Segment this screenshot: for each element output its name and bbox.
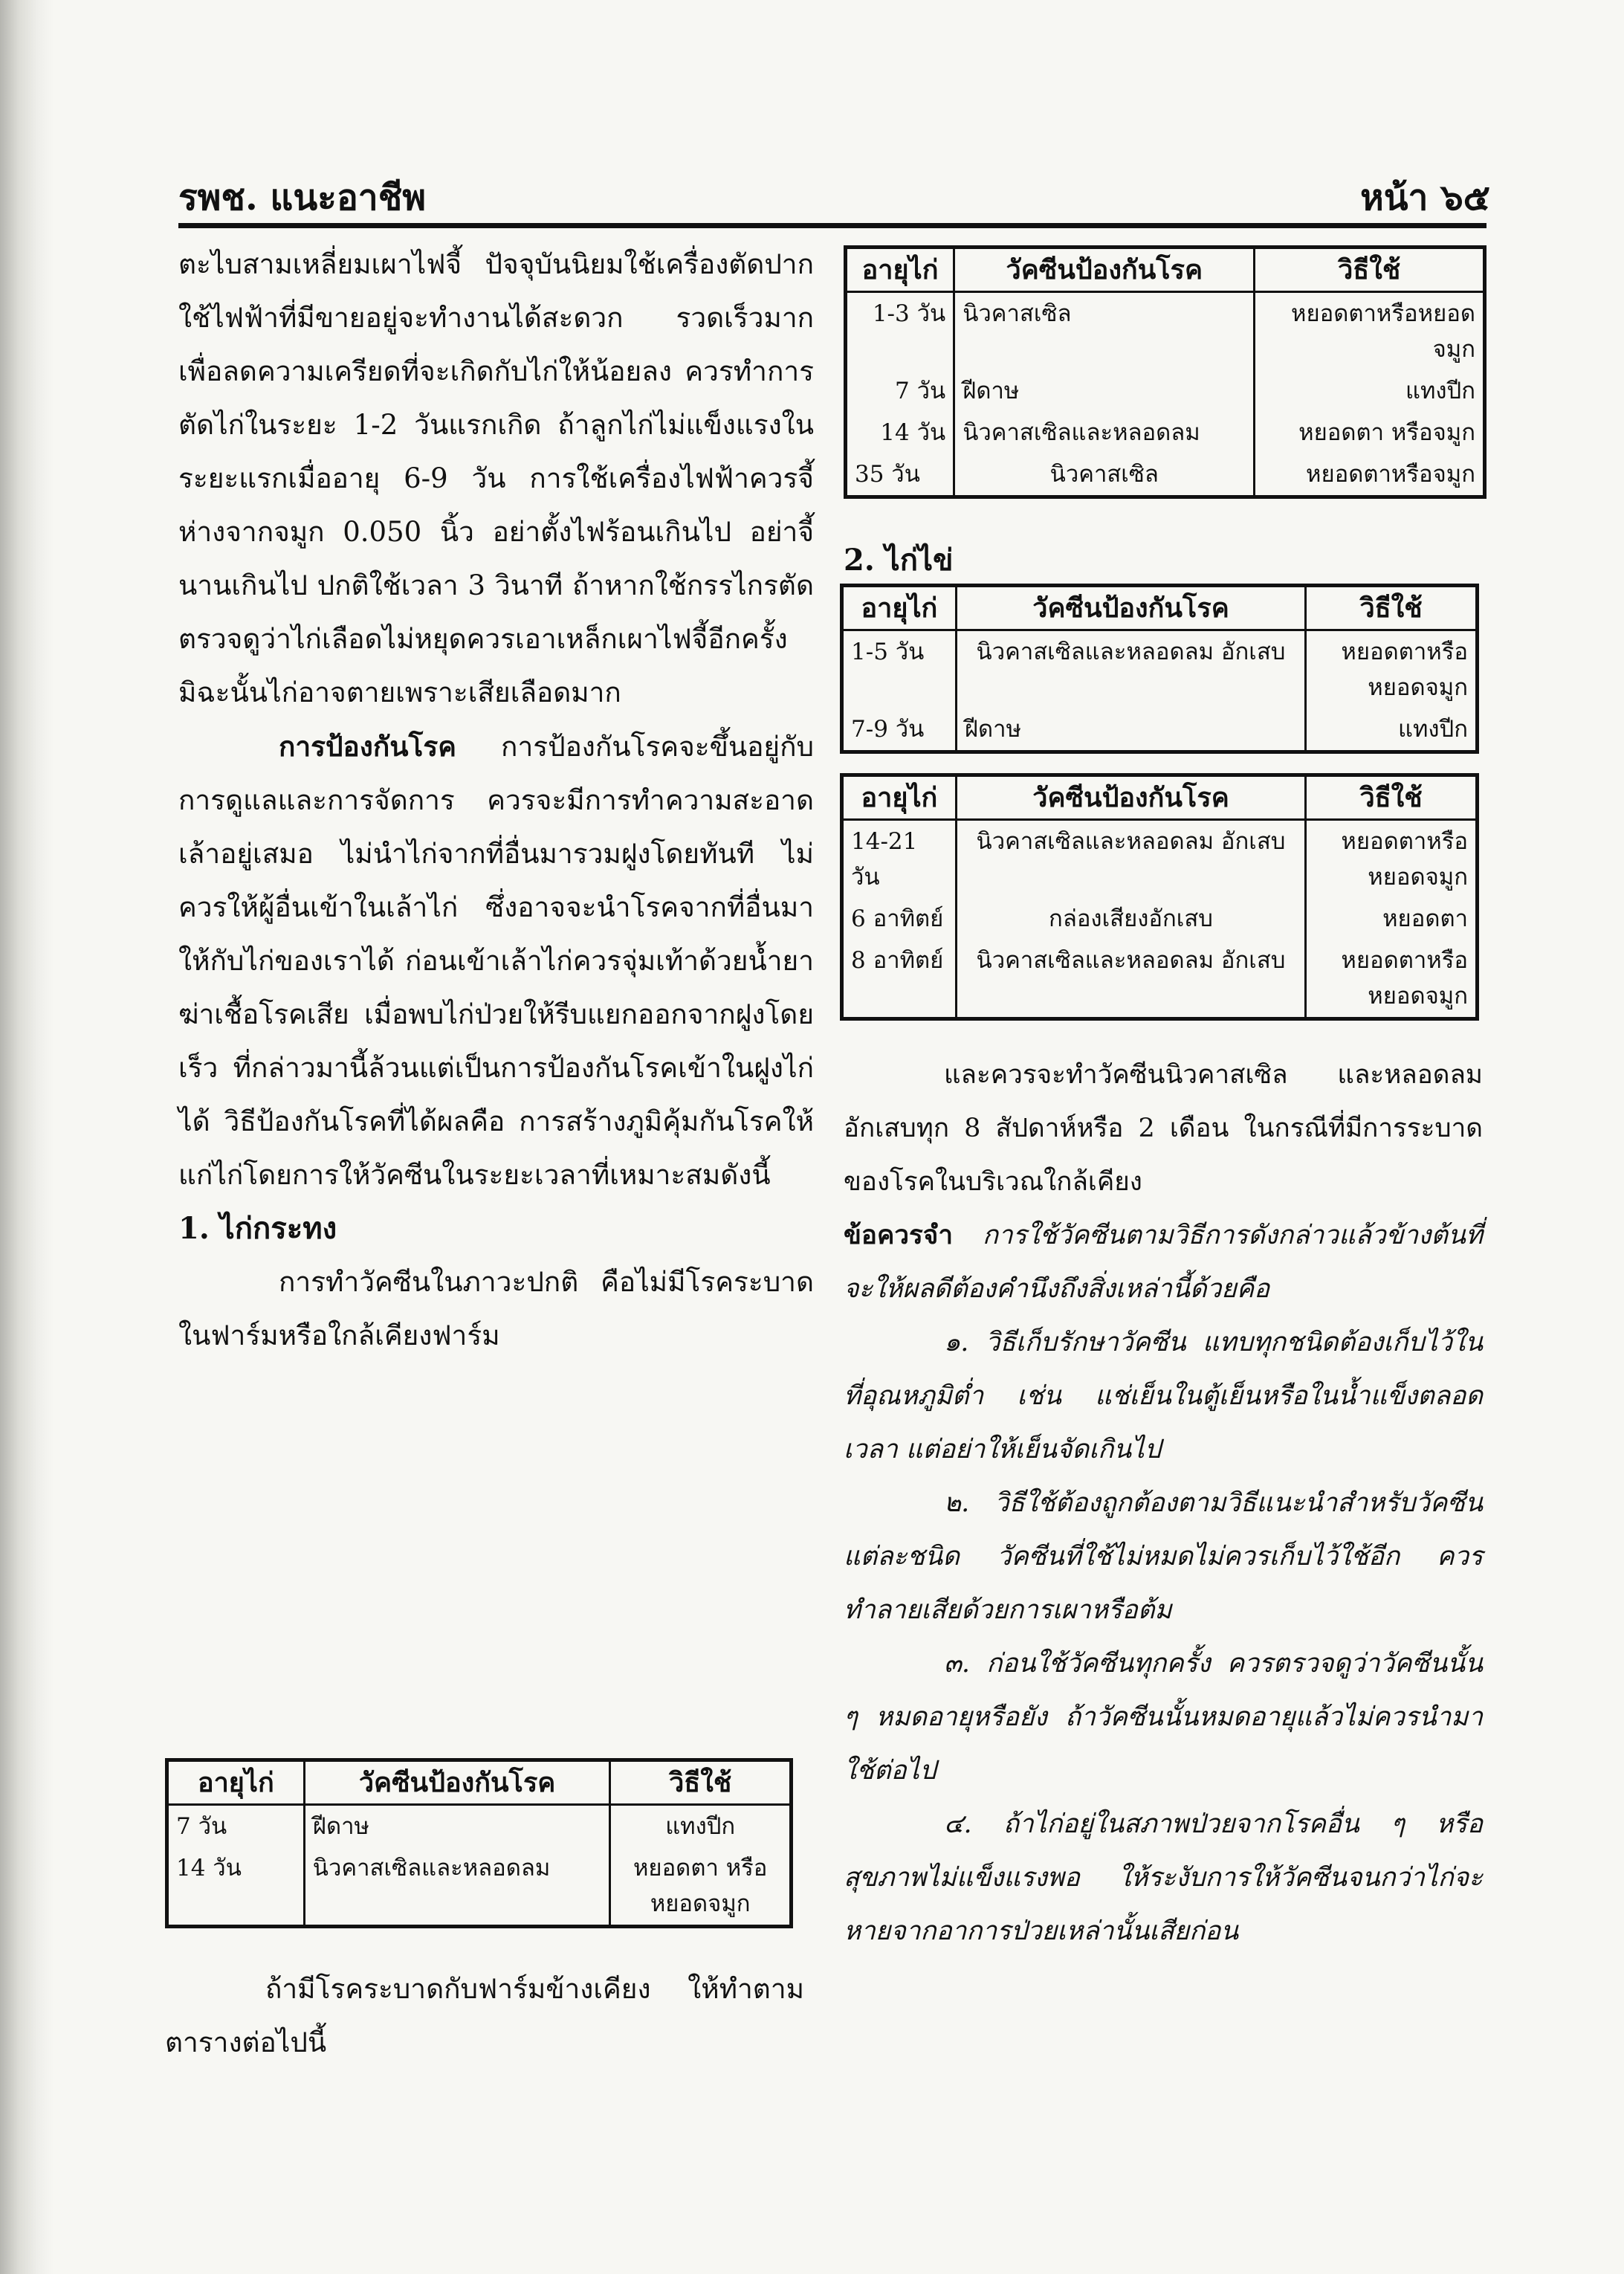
- section2-heading-block: [844, 534, 1483, 587]
- intro-paragraph: ตะไบสามเหลี่ยมเผาไฟจี้ ปัจจุบันนิยมใช้เครื่องตัดปากใช้ไฟฟ้าที่มีขายอยู่จะทำงานได้สะดวก รวดเร็วมาก เพื่อลดความเครียดที่จะเกิดกับไก่ให้น้อยลง ควรทำการตัดไก่ในระยะ 1-2 วันแรกเกิด ถ้าลูกไก่ไม่แข็งแรงในระยะแรกเมื่ออายุ 6-9 วัน การใช้เครื่องไฟฟ้าควรจี้ห่างจากจมูก 0.050 นิ้ว อย่าตั้งไฟร้อนเกินไป อย่าจี้นานเกินไป ปกติใช้เวลา 3 วินาที ถ้าหากใช้กรรไกรตัดตรวจดูว่าไก่เลือดไม่หยุดควรเอาเหล็กเผาไฟจี้อีกครั้ง มิฉะนั้นไก่อาจตายเพราะเสียเลือดมาก: [178, 248, 814, 708]
- broiler-normal-table: [165, 1758, 793, 1928]
- table-header-row: [846, 248, 1485, 292]
- table-header-row: [842, 775, 1478, 820]
- vaccine-cell: นิวคาสเซิลและหลอดลม: [304, 1847, 610, 1927]
- right-column-text: [844, 1048, 1483, 1958]
- table-row: [842, 630, 1478, 709]
- table-row: [842, 940, 1478, 1019]
- vaccine-cell: นิวคาสเซิลและหลอดลม อักเสบ: [956, 820, 1305, 899]
- method-cell: หยอดตา หรือจมูก: [1255, 412, 1485, 453]
- vaccine-cell: นิวคาสเซิล: [954, 292, 1255, 371]
- remember-paragraph: [844, 1209, 1483, 1316]
- method-cell: หยอดตาหรือ หยอดจมูก: [1306, 630, 1478, 709]
- column-header-age: อายุไก่: [842, 586, 957, 630]
- left-column: [178, 238, 814, 1363]
- after-tables-text: และควรจะทำวัคซีนนิวคาสเซิล และหลอดลมอักเสบทุก 8 สัปดาห์หรือ 2 เดือน ในกรณีที่มีการระบาดของโรคในบริเวณใกล้เคียง: [844, 1060, 1483, 1197]
- age-cell: 14 วัน: [167, 1847, 305, 1927]
- age-cell: 7 วัน: [167, 1805, 305, 1848]
- remember-item-2: ๒. วิธีใช้ต้องถูกต้องตามวิธีแนะนำสำหรับวัคซีนแต่ละชนิด วัคซีนที่ใช้ไม่หมดไม่ควรเก็บไว้ใช้อีก ควรทำลายเสียด้วยการเผาหรือต้ม: [844, 1488, 1483, 1625]
- running-header-title: รพช. แนะอาชีพ: [178, 177, 426, 219]
- table-row: [842, 820, 1478, 899]
- table-row: [846, 292, 1485, 371]
- age-cell: 8 อาทิตย์: [842, 940, 957, 1019]
- vaccine-cell: ฝีดาษ: [304, 1805, 610, 1848]
- header-rule: [178, 223, 1486, 228]
- column-header-vaccine: วัคซีนป้องกันโรค: [956, 775, 1305, 820]
- remember-item-3: ๓. ก่อนใช้วัคซีนทุกครั้ง ควรตรวจดูว่าวัคซีนนั้น ๆ หมดอายุหรือยัง ถ้าวัคซีนนั้นหมดอายุแล้วไม่ควรนำมาใช้ต่อไป: [844, 1649, 1483, 1786]
- method-cell: หยอดตา หรือหยอดจมูก: [610, 1847, 792, 1927]
- layer-table-2: [840, 773, 1479, 1021]
- age-cell: 14 วัน: [846, 412, 954, 453]
- age-cell: 7 วัน: [846, 370, 954, 412]
- table-header-row: [842, 586, 1478, 630]
- after-table-text: ถ้ามีโรคระบาดกับฟาร์มข้างเคียง ให้ทำตามตารางต่อไปนี้: [165, 1973, 804, 2058]
- column-header-vaccine: วัคซีนป้องกันโรค: [304, 1760, 610, 1805]
- column-header-vaccine: วัคซีนป้องกันโรค: [956, 586, 1305, 630]
- vaccine-cell: นิวคาสเซิลและหลอดลม อักเสบ: [956, 630, 1305, 709]
- vaccine-cell: กล่องเสียงอักเสบ: [956, 898, 1305, 940]
- method-cell: หยอดตา: [1306, 898, 1478, 940]
- column-header-method: วิธีใช้: [1255, 248, 1485, 292]
- age-cell: 14-21 วัน: [842, 820, 957, 899]
- column-header-age: อายุไก่: [167, 1760, 305, 1805]
- age-cell: 6 อาทิตย์: [842, 898, 957, 940]
- age-cell: 7-9 วัน: [842, 708, 957, 752]
- vaccine-cell: นิวคาสเซิลและหลอดลม: [954, 412, 1255, 453]
- table-row: [846, 453, 1485, 497]
- method-cell: แทงปีก: [1306, 708, 1478, 752]
- age-cell: 1-5 วัน: [842, 630, 957, 709]
- table-row: [846, 412, 1485, 453]
- prevention-text: การป้องกันโรคจะขึ้นอยู่กับการดูแลและการจัดการ ควรจะมีการทำความสะอาดเล้าอยู่เสมอ ไม่นำไก่จากที่อื่นมารวมฝูงโดยทันที ไม่ควรให้ผู้อื่นเข้าในเล้าไก่ ซึ่งอาจจะนำโรคจากที่อื่นมาให้กับไก่ของเราได้ ก่อนเข้าเล้าไก่ควรจุ่มเท้าด้วยน้ำยาฆ่าเชื้อโรคเสีย เมื่อพบไก่ป่วยให้รีบแยกออกจากฝูงโดยเร็ว ที่กล่าวมานี้ล้วนแต่เป็นการป้องกันโรคเข้าในฝูงไก่ได้ วิธีป้องกันโรคที่ได้ผลคือ การสร้างภูมิคุ้มกันโรคให้แก่ไก่โดยการให้วัคซีนในระยะเวลาที่เหมาะสมดังนี้: [178, 731, 814, 1191]
- table-row: [846, 370, 1485, 412]
- column-header-method: วิธีใช้: [610, 1760, 792, 1805]
- section1-text: การทำวัคซีนในภาวะปกติ คือไม่มีโรคระบาดในฟาร์มหรือใกล้เคียงฟาร์ม: [178, 1266, 814, 1351]
- method-cell: หยอดตาหรือ หยอดจมูก: [1306, 820, 1478, 899]
- age-cell: 1-3 วัน: [846, 292, 954, 371]
- remember-item-1: ๑. วิธีเก็บรักษาวัคซีน แทบทุกชนิดต้องเก็บไว้ในที่อุณหภูมิต่ำ เช่น แช่เย็นในตู้เย็นหรือในน้ำแข็งตลอดเวลา แต่อย่าให้เย็นจัดเกินไป: [844, 1328, 1483, 1464]
- section2-heading: 2. ไก่ไข่: [844, 543, 954, 578]
- method-cell: หยอดตาหรือ หยอดจมูก: [1306, 940, 1478, 1019]
- column-header-method: วิธีใช้: [1306, 586, 1478, 630]
- table-row: [167, 1847, 792, 1927]
- column-header-age: อายุไก่: [846, 248, 954, 292]
- table-row: [167, 1805, 792, 1848]
- method-cell: หยอดตาหรือจมูก: [1255, 453, 1485, 497]
- table-row: [842, 898, 1478, 940]
- remember-intro: การใช้วัคซีนตามวิธีการดังกล่าวแล้วข้างต้นที่จะให้ผลดีต้องคำนึงถึงสิ่งเหล่านี้ด้วยคือ: [844, 1221, 1483, 1304]
- column-header-vaccine: วัคซีนป้องกันโรค: [954, 248, 1255, 292]
- after-table-paragraph: [165, 1963, 804, 2070]
- table-header-row: [167, 1760, 792, 1805]
- page-number: หน้า ๖๕: [1360, 177, 1490, 219]
- method-cell: แทงปีก: [1255, 370, 1485, 412]
- age-cell: 35 วัน: [846, 453, 954, 497]
- layer-table-1: [840, 584, 1479, 754]
- column-header-age: อายุไก่: [842, 775, 957, 820]
- section1-heading: 1. ไก่กระทง: [178, 1211, 337, 1246]
- broiler-outbreak-table: [844, 245, 1486, 499]
- remember-heading: ข้อควรจำ: [844, 1220, 953, 1250]
- vaccine-cell: นิวคาสเซิล: [954, 453, 1255, 497]
- vaccine-cell: ฝีดาษ: [954, 370, 1255, 412]
- vaccine-cell: นิวคาสเซิลและหลอดลม อักเสบ: [956, 940, 1305, 1019]
- vaccine-cell: ฝีดาษ: [956, 708, 1305, 752]
- column-header-method: วิธีใช้: [1306, 775, 1478, 820]
- remember-item-4: ๔. ถ้าไก่อยู่ในสภาพป่วยจากโรคอื่น ๆ หรือสุขภาพไม่แข็งแรงพอ ให้ระงับการให้วัคซีนจนกว่าไก่จะหายจากอาการป่วยเหล่านั้นเสียก่อน: [844, 1809, 1483, 1946]
- method-cell: แทงปีก: [610, 1805, 792, 1848]
- prevention-paragraph: [178, 720, 814, 1202]
- page-binding-shadow: [0, 0, 54, 2274]
- method-cell: หยอดตาหรือหยอดจมูก: [1255, 292, 1485, 371]
- table-row: [842, 708, 1478, 752]
- prevention-heading: การป้องกันโรค: [279, 730, 457, 763]
